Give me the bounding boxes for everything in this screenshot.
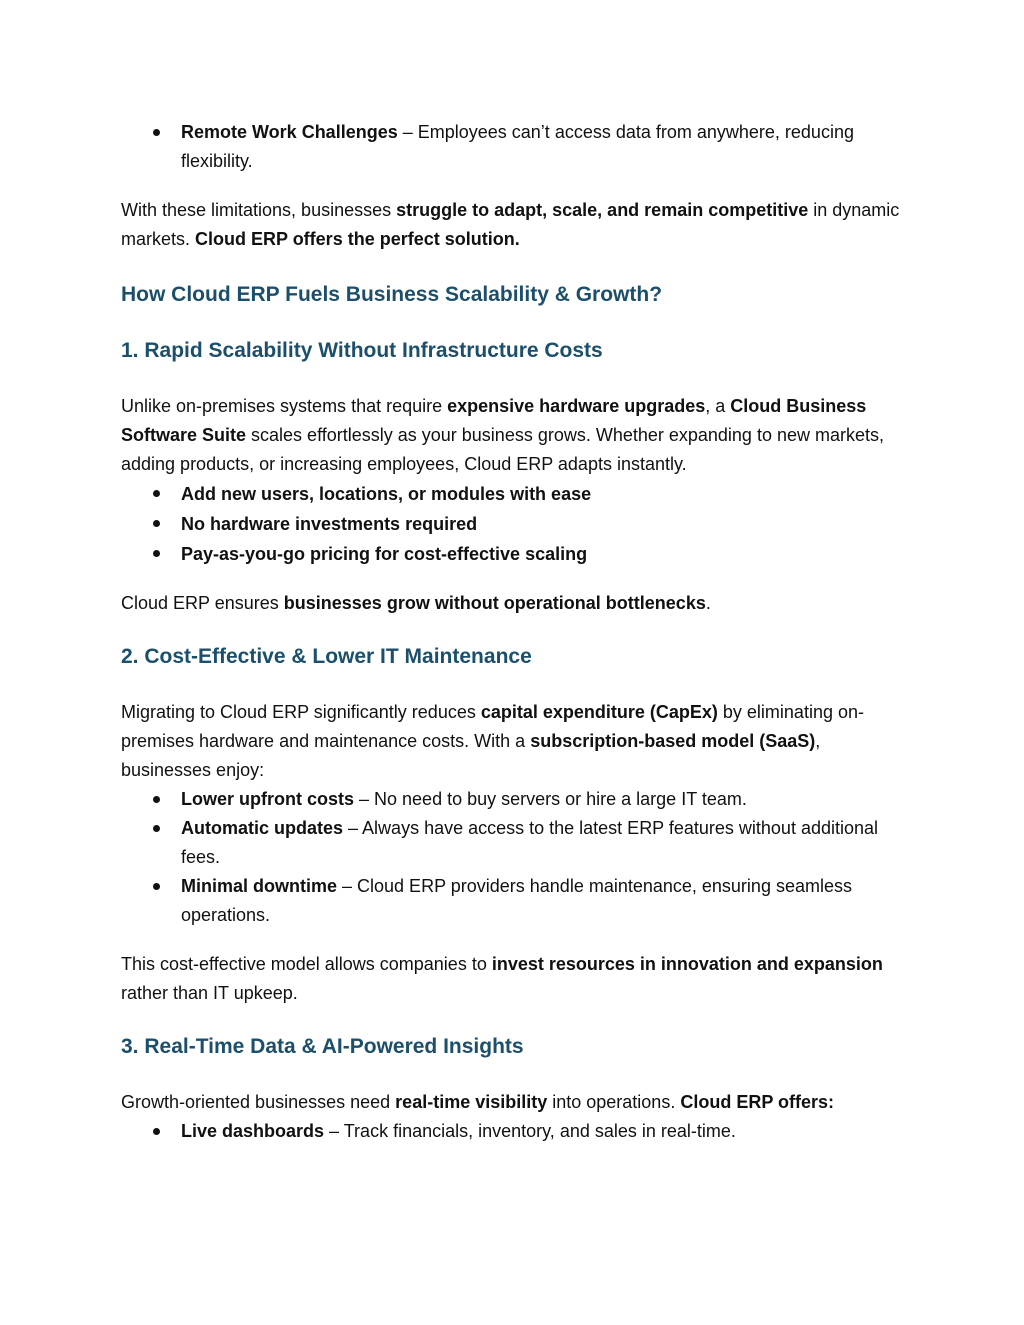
bullet-bold-text: Automatic updates — [181, 818, 344, 838]
list-item — [121, 872, 911, 930]
bullet-text: – Always have access to the latest ERP features without additional fees. — [181, 818, 879, 867]
text-run: Migrating to Cloud ERP significantly reduces — [121, 702, 481, 722]
text-run: by eliminating on-premises hardware and maintenance costs. With a — [121, 702, 864, 751]
section-heading-1: 1. Rapid Scalability Without Infrastructure Costs — [121, 339, 603, 362]
text-run: Growth-oriented businesses need — [121, 1092, 396, 1112]
section-heading-main: How Cloud ERP Fuels Business Scalability & Growth? — [121, 283, 663, 306]
bullet-dot-icon — [153, 490, 160, 497]
bullet-bold-text: Live dashboards — [181, 1121, 325, 1141]
bullet-list-section1 — [121, 479, 911, 569]
bold-run: Cloud ERP offers: — [680, 1092, 835, 1112]
text-run: in dynamic markets. — [121, 200, 900, 249]
paragraph-section2-closing — [121, 950, 911, 1008]
bullet-text: – Employees can’t access data from anywhere, reducing flexibility. — [181, 122, 854, 171]
bullet-text: – Cloud ERP providers handle maintenance, ensuring seamless operations. — [181, 876, 852, 925]
bold-run: capital expenditure (CapEx) — [480, 702, 718, 722]
bullet-bold-text: No hardware investments required — [181, 514, 478, 534]
bullet-dot-icon — [153, 1128, 160, 1135]
list-item — [121, 509, 911, 539]
text-run: , businesses enjoy: — [121, 731, 821, 780]
bold-run: Cloud ERP offers the perfect solution. — [195, 229, 520, 249]
bullet-bold-text: Pay-as-you-go pricing for cost-effective scaling — [181, 544, 588, 564]
bullet-list-challenges — [121, 118, 911, 176]
paragraph-section2 — [121, 698, 911, 785]
text-run: into operations. — [547, 1092, 681, 1112]
bullet-dot-icon — [153, 883, 160, 890]
text-run: This cost-effective model allows companies to — [121, 954, 492, 974]
text-run: With these limitations, businesses — [121, 200, 397, 220]
list-item — [121, 539, 911, 569]
list-item — [121, 814, 911, 872]
bullet-list-section3 — [121, 1117, 911, 1146]
paragraph-limitations — [121, 196, 911, 254]
bullet-bold-text: Remote Work Challenges — [181, 122, 398, 142]
bold-run: businesses grow without operational bottlenecks — [283, 593, 706, 613]
bullet-bold-text: Add new users, locations, or modules with ease — [181, 484, 592, 504]
text-run: Cloud ERP ensures — [121, 593, 284, 613]
bullet-dot-icon — [153, 550, 160, 557]
paragraph-section3 — [121, 1088, 911, 1117]
list-item — [121, 1117, 911, 1146]
text-run: , a — [705, 396, 731, 416]
document-content — [121, 118, 911, 1146]
bullet-text: – No need to buy servers or hire a large IT team. — [354, 789, 747, 809]
list-item — [121, 118, 911, 176]
bold-run: Cloud Business Software Suite — [121, 396, 867, 445]
section-heading-2: 2. Cost-Effective & Lower IT Maintenance — [121, 645, 532, 668]
bullet-dot-icon — [153, 825, 160, 832]
paragraph-section1 — [121, 392, 911, 479]
bullet-text: – Track financials, inventory, and sales in real-time. — [324, 1121, 736, 1141]
bullet-dot-icon — [153, 520, 160, 527]
paragraph-section1-closing — [121, 589, 911, 618]
bold-run: subscription-based model (SaaS) — [530, 731, 816, 751]
text-run: Unlike on-premises systems that require — [121, 396, 448, 416]
text-run: scales effortlessly as your business grows. Whether expanding to new markets, adding products, or increasing employees, Cloud ERP adapts instantly. — [121, 425, 884, 474]
bold-run: expensive hardware upgrades — [447, 396, 706, 416]
bold-run: struggle to adapt, scale, and remain competitive — [396, 200, 809, 220]
bullet-bold-text: Minimal downtime — [181, 876, 338, 896]
bullet-dot-icon — [153, 796, 160, 803]
bullet-list-section2 — [121, 785, 911, 930]
bold-run: invest resources in innovation and expansion — [491, 954, 883, 974]
list-item — [121, 479, 911, 509]
bullet-bold-text: Lower upfront costs — [181, 789, 355, 809]
bullet-dot-icon — [153, 129, 160, 136]
section-heading-3: 3. Real-Time Data & AI-Powered Insights — [121, 1035, 524, 1058]
list-item — [121, 785, 911, 814]
text-run: . — [705, 593, 711, 613]
text-run: rather than IT upkeep. — [121, 983, 298, 1003]
bold-run: real-time visibility — [395, 1092, 548, 1112]
